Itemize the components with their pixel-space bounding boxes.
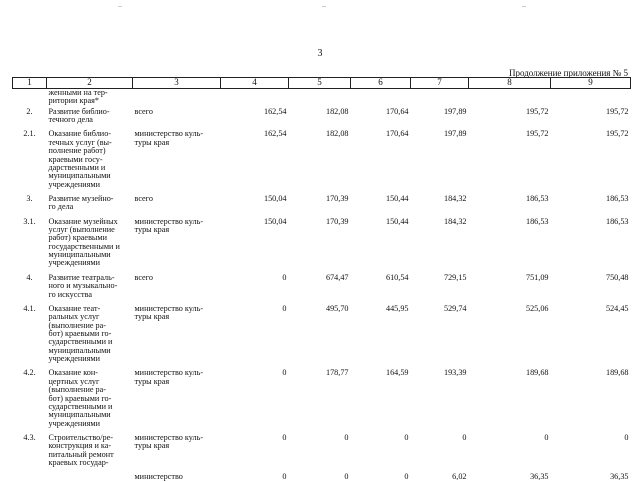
row-number: 4.1.: [23, 303, 36, 313]
executor: [133, 305, 221, 364]
measure-name: [47, 89, 133, 106]
table-row: [13, 434, 631, 467]
value-cell: 186,53: [525, 193, 549, 203]
table-row: [13, 108, 631, 125]
measure-name: [47, 195, 133, 212]
table-row: [13, 130, 631, 189]
value-cell: 0: [282, 272, 287, 282]
measure-name-line: учреждениями: [48, 418, 100, 428]
value-cell: 195,72: [605, 129, 629, 139]
measure-name-line: бот) краевыми го-: [48, 393, 112, 403]
value-cell: 36,35: [530, 472, 549, 482]
measure-name-line: го искусства: [48, 289, 93, 299]
value-cell: 189,68: [525, 368, 549, 378]
measure-name-line: Оказание музейных: [48, 216, 118, 226]
column-header: 9: [551, 78, 631, 89]
table-row: [13, 305, 631, 364]
row-number: [13, 89, 47, 106]
appendix-continuation: Продолжение приложения № 5: [508, 68, 628, 78]
value-cell: 170,39: [325, 193, 349, 203]
value-cell: 162,54: [263, 129, 287, 139]
measure-name-line: (выполнение ра-: [48, 320, 106, 330]
value-cell: 610,54: [385, 272, 409, 282]
value-cell: 197,89: [443, 106, 467, 116]
measure-name: [47, 130, 133, 189]
executor: [133, 473, 221, 481]
measure-name-line: государственными и: [48, 241, 120, 251]
row-number: 2.: [26, 106, 33, 116]
column-header: 1: [13, 78, 47, 89]
value-cell: 184,32: [443, 193, 467, 203]
measure-name: [47, 108, 133, 125]
value-cell: 170,39: [325, 216, 349, 226]
executor-line: туры края: [134, 312, 170, 322]
value-cell: [351, 89, 411, 106]
measure-name-line: Развитие театраль-: [48, 272, 115, 282]
executor-line: министерство куль-: [134, 432, 204, 442]
executor-line: всего: [134, 193, 153, 203]
value-cell: 150,44: [385, 193, 409, 203]
value-cell: 529,74: [443, 303, 467, 313]
row-number: [13, 473, 47, 481]
value-cell: 178,77: [325, 368, 349, 378]
executor-line: министерство куль-: [134, 129, 204, 139]
executor-line: всего: [134, 272, 153, 282]
value-cell: 750,48: [605, 272, 629, 282]
value-cell: 150,04: [263, 216, 287, 226]
value-cell: 445,95: [385, 303, 409, 313]
measure-name-line: муниципальными: [48, 171, 111, 181]
measure-name-line: женными на тер-: [48, 88, 108, 97]
scan-speck: [522, 6, 526, 7]
value-cell: 170,64: [385, 106, 409, 116]
column-header: 5: [289, 78, 351, 89]
column-header: 8: [469, 78, 551, 89]
value-cell: 186,53: [605, 193, 629, 203]
measure-name-line: полнение работ): [48, 146, 106, 156]
value-cell: 182,08: [325, 129, 349, 139]
value-cell: 0: [282, 368, 287, 378]
executor: [133, 218, 221, 268]
value-cell: 186,53: [525, 216, 549, 226]
value-cell: 195,72: [525, 129, 549, 139]
executor-line: туры края: [134, 137, 170, 147]
value-cell: 525,06: [525, 303, 549, 313]
scan-speck: [322, 6, 326, 7]
measure-name-line: Оказание библио-: [48, 129, 112, 139]
measure-name-line: ральных услуг: [48, 312, 100, 322]
table-body: [13, 89, 631, 482]
executor-line: туры края: [134, 441, 170, 451]
executor-line: туры края: [134, 225, 170, 235]
value-cell: 184,32: [443, 216, 467, 226]
measure-name-line: учреждениями: [48, 258, 100, 268]
row-number: 4.2.: [23, 368, 36, 378]
value-cell: 0: [462, 432, 467, 442]
measure-name-line: течных услуг (вы-: [48, 137, 112, 147]
column-header: 7: [411, 78, 469, 89]
row-number: 4.: [26, 272, 33, 282]
executor: [133, 108, 221, 125]
measure-name-line: питальный ремонт: [48, 449, 114, 459]
value-cell: 0: [344, 472, 349, 482]
measure-name-line: краевых государ-: [48, 458, 109, 468]
value-cell: 189,68: [605, 368, 629, 378]
measure-name-line: Оказание теат-: [48, 303, 101, 313]
value-cell: 164,59: [385, 368, 409, 378]
value-cell: 195,72: [525, 106, 549, 116]
measure-name-line: работ) краевыми: [48, 233, 107, 243]
row-number: 3.: [26, 193, 33, 203]
measure-name-line: Строительство/ре-: [48, 432, 113, 442]
value-cell: 150,04: [263, 193, 287, 203]
table-row: [13, 473, 631, 481]
value-cell: 193,39: [443, 368, 467, 378]
value-cell: 186,53: [605, 216, 629, 226]
executor: [133, 369, 221, 428]
value-cell: 729,15: [443, 272, 467, 282]
value-cell: [551, 89, 631, 106]
measure-name: [47, 369, 133, 428]
value-cell: 0: [282, 303, 287, 313]
measure-name-line: ритории края*: [48, 96, 100, 106]
value-cell: [411, 89, 469, 106]
executor: [133, 195, 221, 212]
measure-name: [47, 305, 133, 364]
executor: [133, 130, 221, 189]
measure-name-line: бот) краевыми го-: [48, 328, 112, 338]
measure-name-line: краевыми госу-: [48, 154, 103, 164]
executor: [133, 89, 221, 106]
measure-name-line: Развитие библио-: [48, 106, 110, 116]
column-header: 3: [133, 78, 221, 89]
value-cell: 150,44: [385, 216, 409, 226]
page-number: 3: [317, 48, 323, 59]
row-number: 4.3.: [23, 432, 36, 442]
measure-name-line: сударственными и: [48, 401, 113, 411]
column-header: 6: [351, 78, 411, 89]
value-cell: 162,54: [263, 106, 287, 116]
measure-name-line: муниципальными: [48, 410, 111, 420]
value-cell: 751,09: [525, 272, 549, 282]
measure-name-line: муниципальными: [48, 250, 111, 260]
measure-name-line: учреждениями: [48, 179, 100, 189]
executor: [133, 434, 221, 467]
value-cell: 0: [544, 432, 549, 442]
value-cell: 182,08: [325, 106, 349, 116]
header-row: [13, 78, 631, 89]
measure-name-line: дарственными и: [48, 162, 106, 172]
executor-line: министерство: [134, 472, 183, 482]
measure-name-line: Оказание кон-: [48, 368, 98, 378]
executor-line: министерство куль-: [134, 303, 204, 313]
executor-line: министерство куль-: [134, 368, 204, 378]
value-cell: 0: [282, 432, 287, 442]
value-cell: 0: [404, 432, 409, 442]
measure-name-line: учреждениями: [48, 354, 100, 364]
measure-name-line: ного и музыкально-: [48, 281, 118, 291]
value-cell: 6,02: [452, 472, 467, 482]
table-row: [13, 218, 631, 268]
measure-name-line: Развитие музейно-: [48, 193, 114, 203]
executor-line: министерство куль-: [134, 216, 204, 226]
table-row: [13, 89, 631, 106]
value-cell: 0: [404, 472, 409, 482]
value-cell: 195,72: [605, 106, 629, 116]
executor-line: всего: [134, 106, 153, 116]
value-cell: 0: [282, 472, 287, 482]
value-cell: [289, 89, 351, 106]
measure-name-line: муниципальными: [48, 345, 111, 355]
table-row: [13, 195, 631, 212]
appendix-table: [12, 77, 631, 482]
row-number: 2.1.: [23, 129, 36, 139]
column-header: 2: [47, 78, 133, 89]
measure-name-line: го дела: [48, 202, 74, 212]
value-cell: [469, 89, 551, 106]
value-cell: 197,89: [443, 129, 467, 139]
table-row: [13, 274, 631, 299]
value-cell: 0: [624, 432, 629, 442]
measure-name: [47, 218, 133, 268]
measure-name: [47, 473, 133, 481]
value-cell: 524,45: [605, 303, 629, 313]
measure-name-line: течного дела: [48, 115, 93, 125]
value-cell: 0: [344, 432, 349, 442]
table-row: [13, 369, 631, 428]
scan-speck: [118, 6, 122, 7]
value-cell: 36,35: [610, 472, 629, 482]
executor-line: туры края: [134, 376, 170, 386]
value-cell: [221, 89, 289, 106]
measure-name: [47, 274, 133, 299]
executor: [133, 274, 221, 299]
value-cell: 495,70: [325, 303, 349, 313]
row-number: 3.1.: [23, 216, 36, 226]
measure-name: [47, 434, 133, 467]
measure-name-line: цертных услуг: [48, 376, 100, 386]
measure-name-line: конструкция и ка-: [48, 441, 112, 451]
value-cell: 674,47: [325, 272, 349, 282]
measure-name-line: (выполнение ра-: [48, 385, 106, 395]
value-cell: 170,64: [385, 129, 409, 139]
measure-name-line: услуг (выполнение: [48, 225, 115, 235]
measure-name-line: сударственными и: [48, 337, 113, 347]
column-header: 4: [221, 78, 289, 89]
